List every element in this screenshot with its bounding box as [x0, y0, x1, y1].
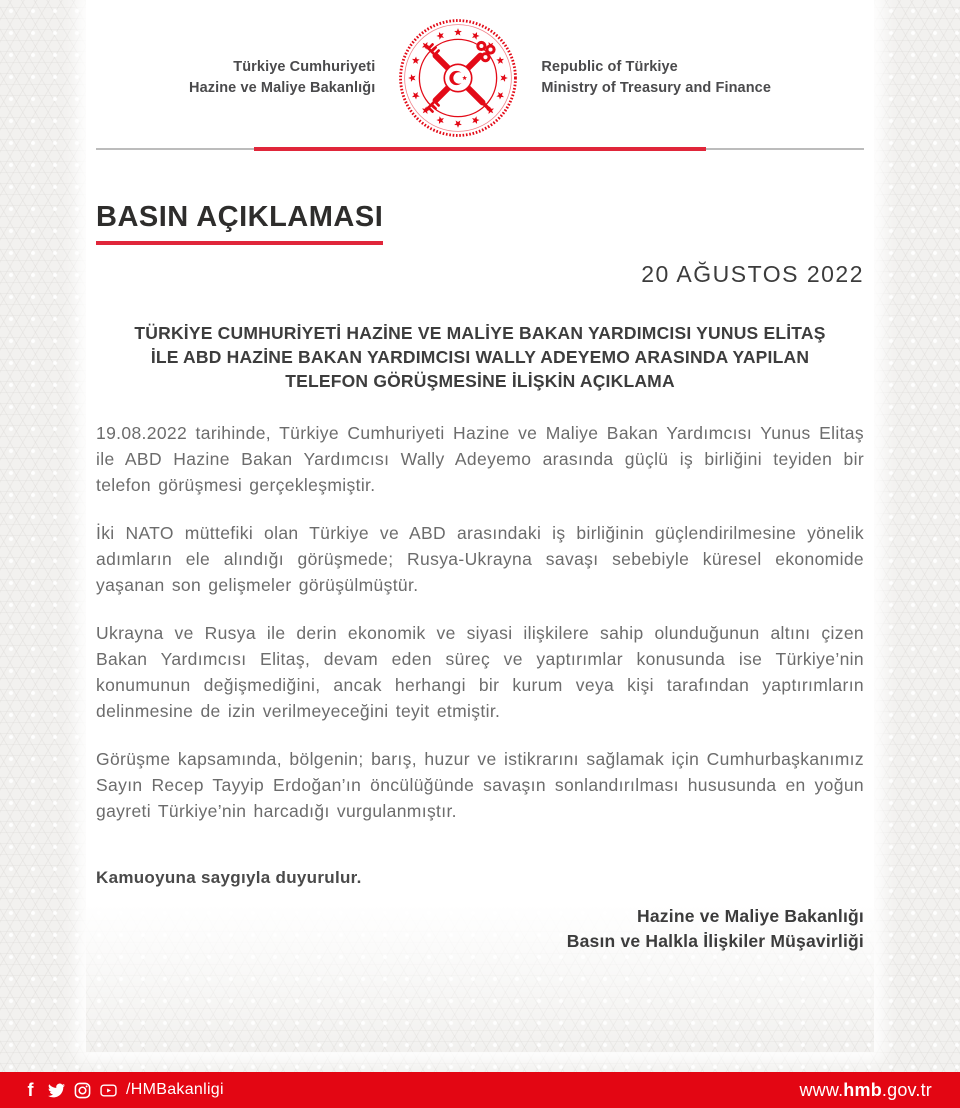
- title-line-2: İLE ABD HAZİNE BAKAN YARDIMCISI WALLY ADEYEMO ARASINDA YAPILAN: [150, 347, 810, 367]
- ministry-name-english: [541, 57, 771, 99]
- ministry-name-turkish: [189, 57, 375, 99]
- title-line-1: TÜRKİYE CUMHURİYETİ HAZİNE VE MALİYE BAKAN YARDIMCISI YUNUS ELİTAŞ: [134, 323, 826, 343]
- paragraph-3: Ukrayna ve Rusya ile derin ekonomik ve siyasi ilişkilere sahip olunduğunun altını çizen Bakan Yardımcısı Elitaş, devam eden süreç ve yaptırımlar konusunda ise Türkiye’nin konumunun değişmediğini, ancak herhangi bir kurum veya kişi tarafından yaptırımların delinmesine de izin verilmeyeceğini teyit etmiştir.: [96, 623, 864, 721]
- press-release-body: [94, 151, 866, 954]
- url-domain: hmb: [843, 1079, 882, 1100]
- website-url[interactable]: [799, 1080, 932, 1101]
- content-card: [86, 0, 874, 1052]
- org-right-line2: Ministry of Treasury and Finance: [541, 80, 771, 96]
- title-line-3: TELEFON GÖRÜŞMESİNE İLİŞKİN AÇIKLAMA: [285, 371, 675, 391]
- url-suffix: .gov.tr: [881, 1079, 932, 1100]
- ministry-header: [94, 0, 866, 142]
- social-links: [22, 1081, 224, 1099]
- header-divider-red-segment: [254, 147, 706, 151]
- facebook-icon[interactable]: f: [27, 1079, 34, 1100]
- footer-bar: [0, 1072, 960, 1108]
- org-left-line1: Türkiye Cumhuriyeti: [233, 59, 376, 75]
- header-divider: [94, 147, 866, 151]
- url-prefix: www.: [799, 1079, 844, 1100]
- paragraph-1: 19.08.2022 tarihinde, Türkiye Cumhuriyeti Hazine ve Maliye Bakan Yardımcısı Yunus Elitaş ile ABD Hazine Bakan Yardımcısı Wally Adeyemo arasında güçlü iş birliğini teyiden bir telefon görüşmesi gerçekleşmiştir.: [96, 423, 864, 495]
- twitter-icon[interactable]: [48, 1082, 65, 1099]
- ministry-seal-icon: [397, 17, 519, 139]
- instagram-icon[interactable]: [74, 1082, 91, 1099]
- org-left-line2: Hazine ve Maliye Bakanlığı: [189, 80, 376, 96]
- signature-block: [96, 904, 864, 954]
- signature-line-2: Basın ve Halkla İlişkiler Müşavirliği: [566, 931, 864, 951]
- social-handle[interactable]: /HMBakanligi: [126, 1081, 224, 1098]
- press-release-label: BASIN AÇIKLAMASI: [96, 201, 383, 245]
- document-title: [96, 321, 864, 393]
- release-date: 20 AĞUSTOS 2022: [641, 261, 864, 287]
- paragraph-4: Görüşme kapsamında, bölgenin; barış, huzur ve istikrarını sağlamak için Cumhurbaşkanımız Sayın Recep Tayyip Erdoğan’ın öncülüğünde savaşın sonlandırılması hususunda en yoğun gayreti Türkiye’nin harcadığı vurgulanmıştır.: [96, 749, 864, 821]
- signature-line-1: Hazine ve Maliye Bakanlığı: [637, 906, 864, 926]
- youtube-icon[interactable]: [100, 1082, 117, 1099]
- org-right-line1: Republic of Türkiye: [541, 59, 678, 75]
- closing-line: Kamuoyuna saygıyla duyurulur.: [96, 868, 362, 887]
- paragraph-2: İki NATO müttefiki olan Türkiye ve ABD arasındaki iş birliğinin güçlendirilmesine yönelik adımların ele alındığı görüşmede; Rusya-Ukrayna savaşı sebebiyle küresel ekonomide yaşanan son gelişmeler görüşülmüştür.: [96, 523, 864, 595]
